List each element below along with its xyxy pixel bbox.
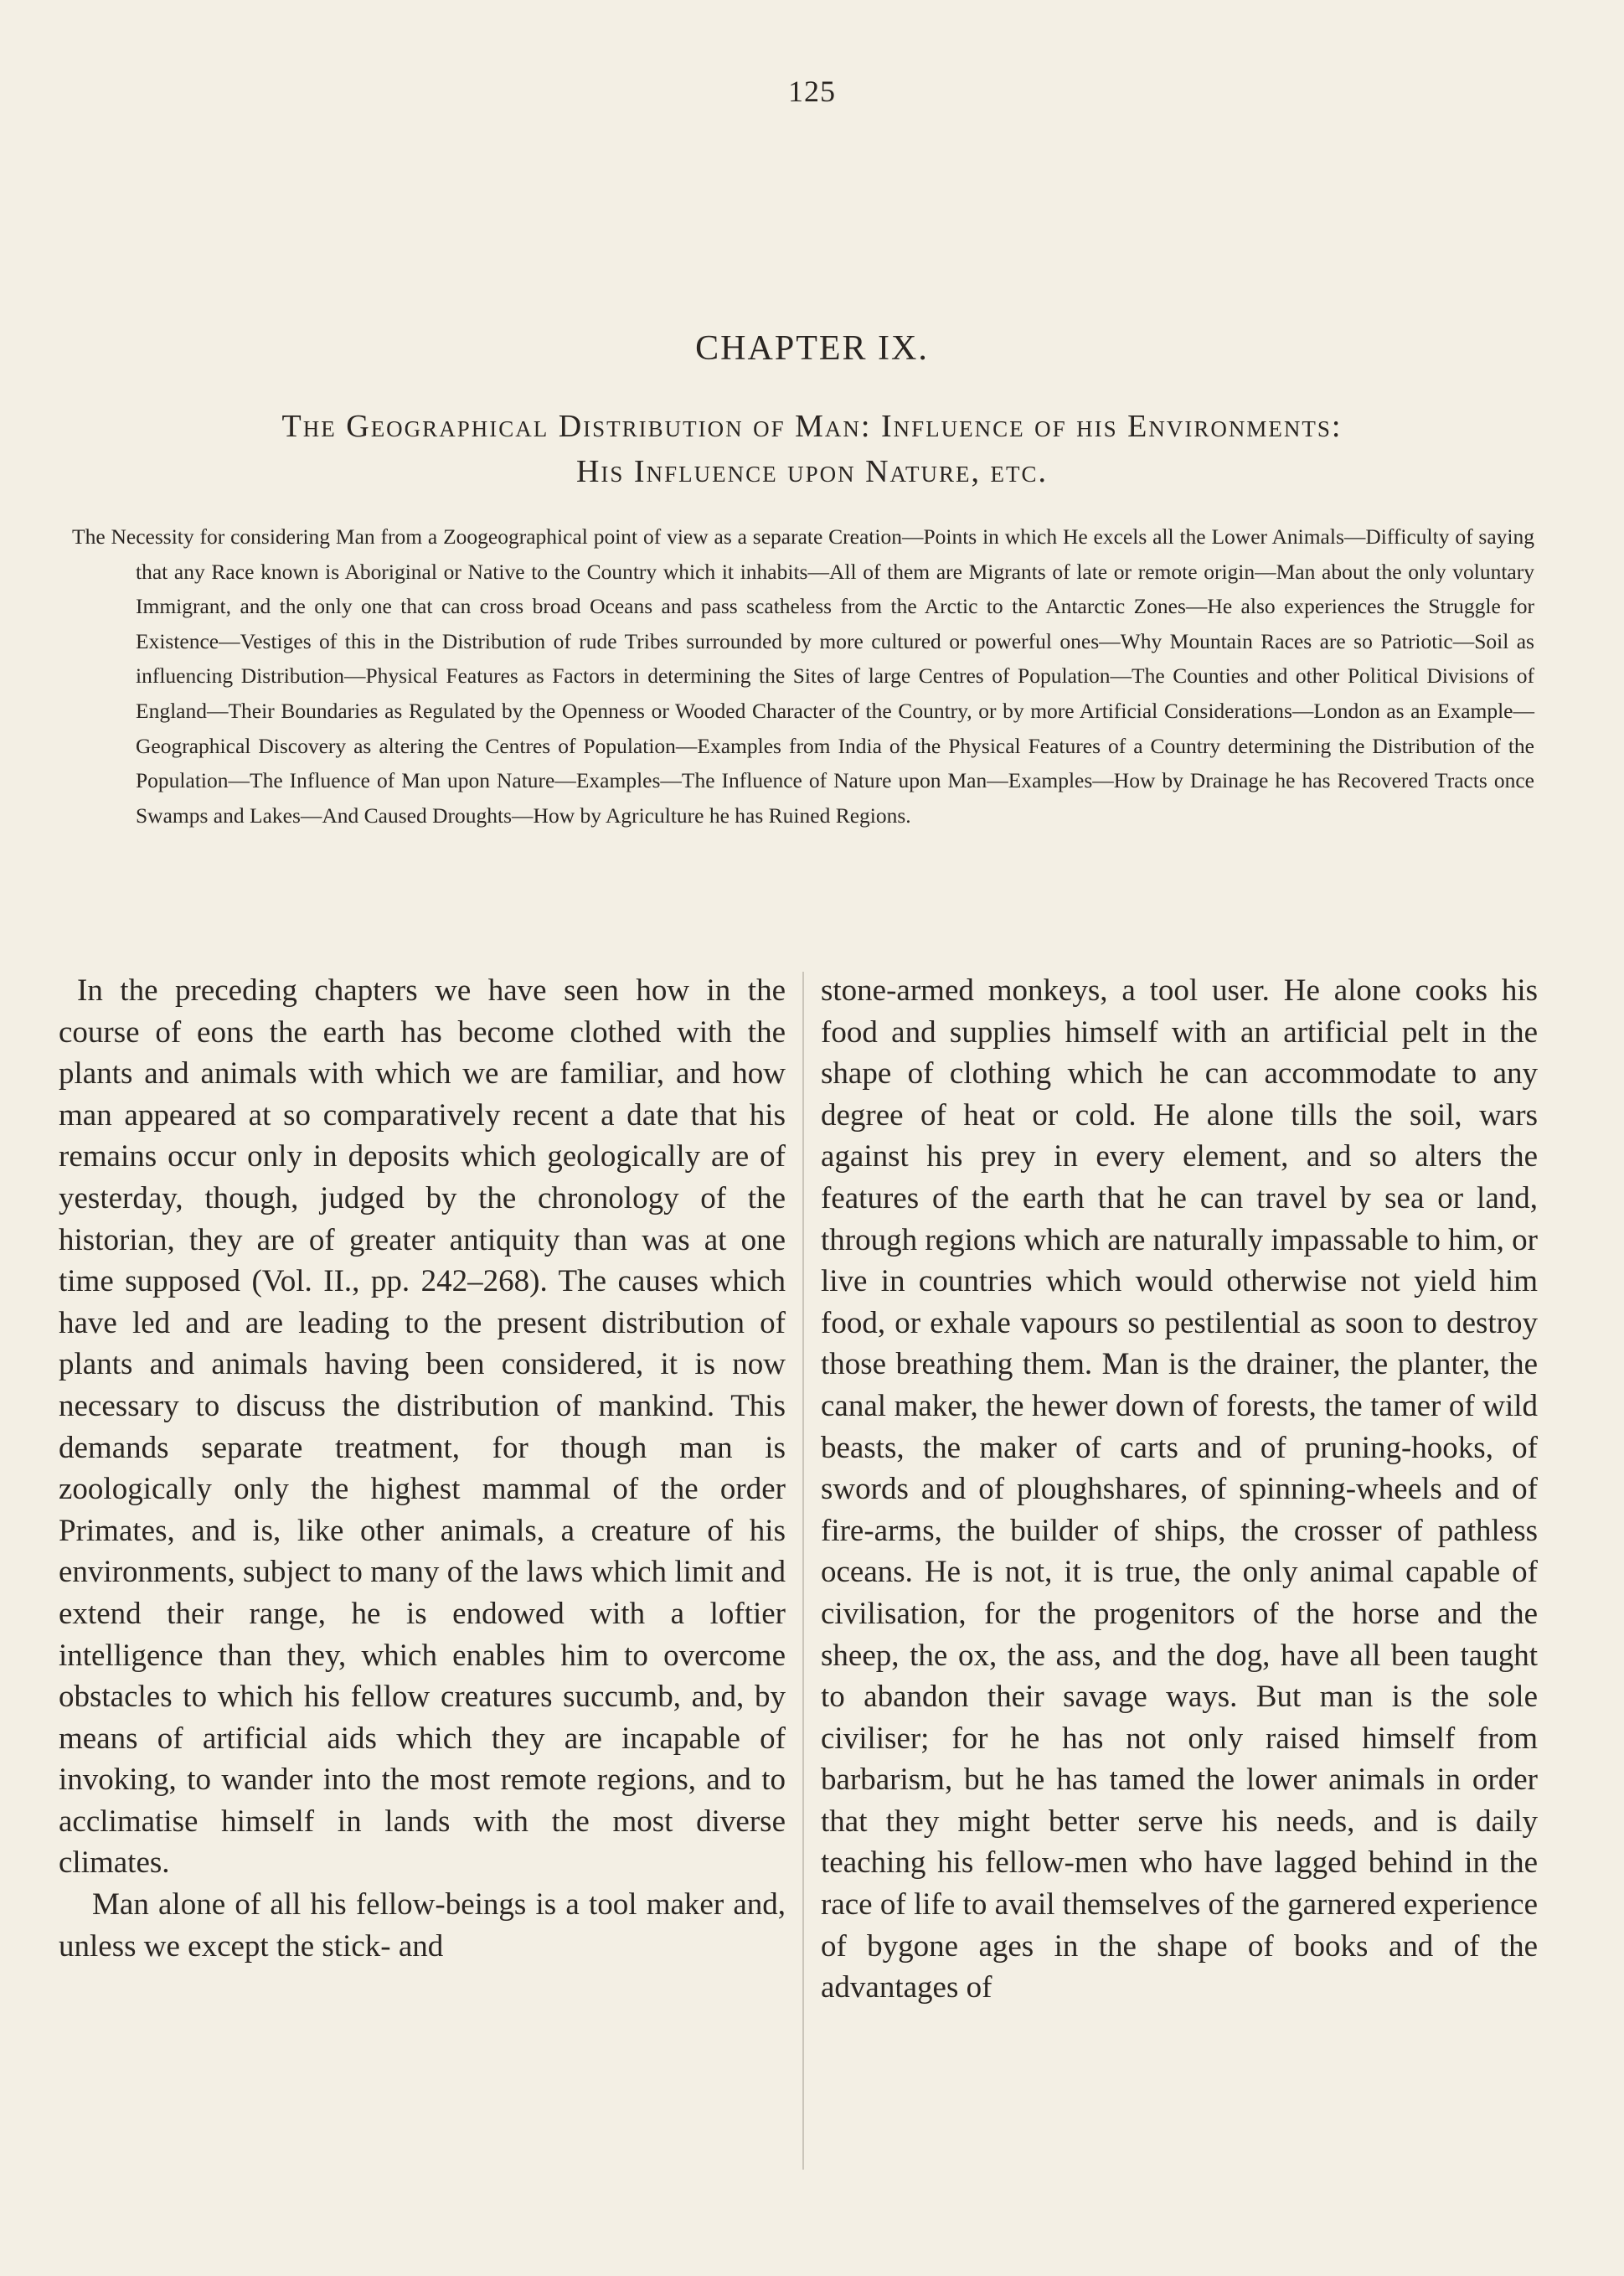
body-paragraph: In the preceding chapters we have seen how in the course of eons the earth has become clothed with the plants and animals with which we are familiar, and how man appeared at so comparatively recent a date that his remains occur only in deposits which geologically are of yesterday, though, judged by the chronology of the historian, they are of greater antiquity than was at one time supposed (Vol. II., pp. 242–268). The causes which have led and are leading to the present distribution of plants and animals having been considered, it is now necessary to discuss the distribution of mankind. This demands separate treatment, for though man is zoologically only the highest mammal of the order Primates, and is, like other animals, a creature of his environments, subject to many of the laws which limit and extend their range, he is endowed with a loftier intelligence than they, which enables him to overcome obstacles to which his fellow creatures succumb, and, by means of artificial aids which they are incapable of invoking, to wander into the most remote regions, and to acclimatise himself in lands with the most diverse climates. [59,973,786,1881]
chapter-title: CHAPTER IX. [695,329,929,368]
chapter-subtitle [0,404,1624,494]
body-paragraph: stone-armed monkeys, a tool user. He alone cooks his food and supplies himself with an artificial pelt in the shape of clothing which he can accommodate to any degree of heat or cold. He alone tills the soil, wars against his prey in every element, and so alters the features of the earth that he can travel by sea or land, through regions which are naturally impassable to him, or live in countries which would otherwise not yield him food, or exhale vapours so pestilential as soon to destroy those breathing them. Man is the drainer, the planter, the canal maker, the hewer down of forests, the tamer of wild beasts, the maker of carts and of pruning-hooks, of swords and of ploughshares, of spinning-wheels and of fire-arms, the builder of ships, the crosser of pathless oceans. He is not, it is true, the only animal capable of civilisation, for the progenitors of the horse and the sheep, the ox, the ass, and the dog, have all been taught to abandon their savage ways. But man is the sole civiliser; for he has not only raised himself from barbarism, but he has tamed the lower animals in order that they might better serve his needs, and is daily teaching his fellow-men who have lagged behind in the race of life to avail themselves of the garnered experience of bygone ages in the shape of books and of the advantages of [821,973,1538,2005]
column-divider [802,972,804,2170]
body-column-left [59,970,786,1967]
body-paragraph: Man alone of all his fellow-beings is a tool maker and, unless we except the stick- and [59,1887,786,1964]
page-number: 125 [788,75,836,108]
chapter-synopsis: The Necessity for considering Man from a Zoogeographical point of view as a separate Creation—Points in which He excels all the Lower Animals—Difficulty of saying that any Race known is Aboriginal or Native to the Country which it inhabits—All of them are Migrants of late or remote origin—Man about the only voluntary Immigrant, and the only one that can cross broad Oceans and pass scatheless from the Arctic to the Antarctic Zones—He also experiences the Struggle for Existence—Vestiges of this in the Distribution of rude Tribes surrounded by more cultured or powerful ones—Why Mountain Races are so Patriotic—Soil as influencing Distribution—Physical Features as Factors in determining the Sites of large Centres of Population—The Counties and other Political Divisions of England—Their Boundaries as Regulated by the Openness or Wooded Character of the Country, or by more Artificial Considerations—London as an Example—Geographical Discovery as altering the Centres of Population—Examples from India of the Physical Features of a Country determining the Distribution of the Population—The Influence of Man upon Nature—Examples—The Influence of Nature upon Man—Examples—How by Drainage he has Recovered Tracts once Swamps and Lakes—And Caused Droughts—How by Agriculture he has Ruined Regions. [72,524,1534,828]
chapter-subtitle-line-2: His Influence upon Nature, etc. [575,454,1049,489]
body-column-right [821,970,1538,2009]
chapter-subtitle-line-1: The Geographical Distribution of Man: Influence of his Environments: [281,409,1343,444]
